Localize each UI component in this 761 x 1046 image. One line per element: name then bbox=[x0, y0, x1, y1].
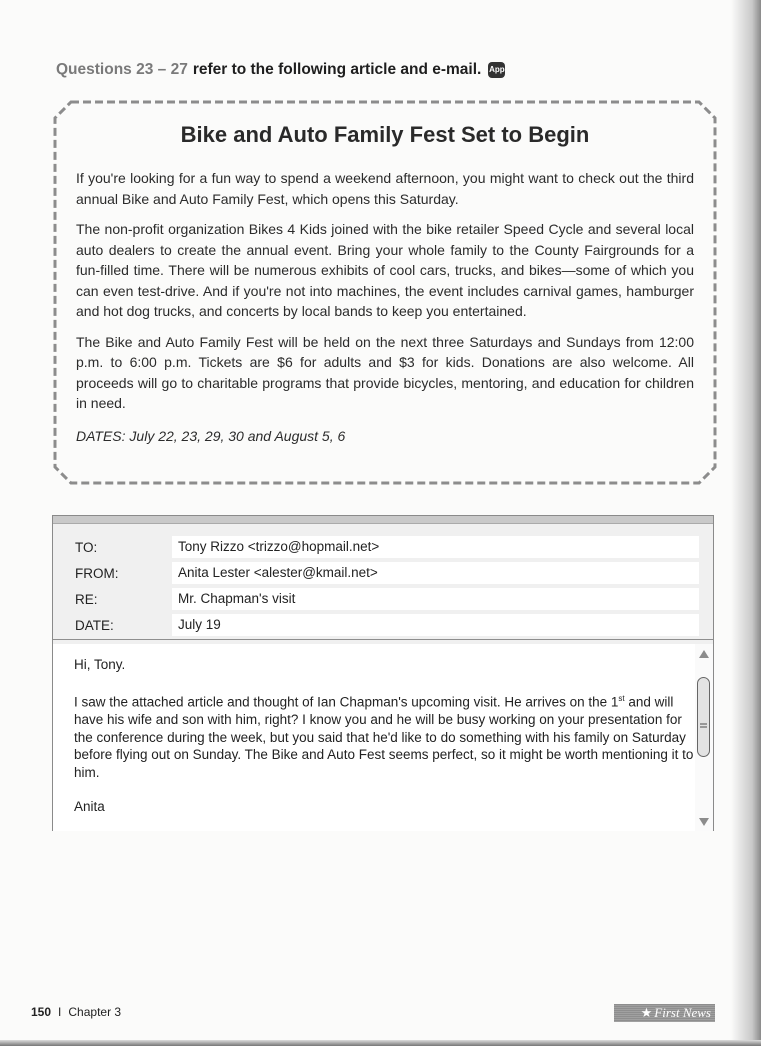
email-greeting: Hi, Tony. bbox=[74, 657, 126, 672]
page-footer bbox=[31, 1005, 121, 1019]
scroll-up-arrow-icon[interactable] bbox=[699, 650, 709, 658]
from-field[interactable]: Anita Lester <alester@kmail.net> bbox=[172, 562, 699, 584]
email-message-part: and will have his wife and son with him, right? I know you and he will be busy working on your presentation for the conference during the week, but you said that he'd like to do something with his family on Saturday before flying out on Sunday. The Bike and Auto Fest seems perfect, so it might be worth mentioning it to him. bbox=[74, 694, 694, 780]
article-body bbox=[76, 168, 694, 456]
email-headers bbox=[53, 524, 713, 640]
subject-field[interactable]: Mr. Chapman's visit bbox=[172, 588, 699, 610]
app-icon: App bbox=[488, 62, 505, 78]
article-paragraph: The non-profit organization Bikes 4 Kids joined with the bike retailer Speed Cycle and several local auto dealers to create the annual event. Bring your whole family to the County Fairgrounds for a fun-filled time. There will be numerous exhibits of cool cars, trucks, and bikes—some of which you can even test-drive. And if you're not into machines, the event includes carnival games, hamburger and hot dog trucks, and concerts by local bands to keep you entertained. bbox=[76, 221, 694, 319]
email-signature: Anita bbox=[74, 798, 105, 814]
email-scrollbar[interactable] bbox=[695, 644, 713, 831]
header-row-date bbox=[53, 613, 713, 638]
re-label: RE: bbox=[75, 591, 98, 607]
ordinal-suffix: st bbox=[618, 694, 625, 704]
date-label: DATE: bbox=[75, 617, 114, 633]
email-body[interactable] bbox=[53, 644, 696, 831]
question-range: Questions 23 – 27 bbox=[56, 61, 188, 78]
article-paragraph: If you're looking for a fun way to spend a weekend afternoon, you might want to check out the third annual Bike and Auto Family Fest, which opens this Saturday. bbox=[76, 170, 694, 207]
to-field[interactable]: Tony Rizzo <trizzo@hopmail.net> bbox=[172, 536, 699, 558]
chapter-label: Chapter 3 bbox=[68, 1005, 122, 1019]
article-title: Bike and Auto Family Fest Set to Begin bbox=[180, 122, 590, 147]
email-window bbox=[52, 515, 714, 831]
from-label: FROM: bbox=[75, 565, 119, 581]
scroll-down-arrow-icon[interactable] bbox=[699, 818, 709, 826]
brand-logo bbox=[614, 1004, 715, 1022]
email-message bbox=[74, 690, 695, 781]
to-label: TO: bbox=[75, 539, 98, 555]
article-paragraph: The Bike and Auto Family Fest will be held on the next three Saturdays and Sundays from 12:00 p.m. to 6:00 p.m. Tickets are $6 for adults and $3 for kids. Donations are also welcome. All proceeds will go to charitable programs that provide bicycles, mentoring, and education for children in need. bbox=[76, 333, 694, 411]
footer-separator: I bbox=[58, 1005, 62, 1019]
header-row-from bbox=[53, 561, 713, 586]
header-row-to bbox=[53, 535, 713, 560]
email-title-bar bbox=[53, 516, 713, 524]
date-field[interactable]: July 19 bbox=[172, 614, 699, 636]
page-number: 150 bbox=[31, 1005, 52, 1019]
grip-icon bbox=[700, 723, 707, 725]
email-message-part: I saw the attached article and thought of Ian Chapman's upcoming visit. He arrives on the 1 bbox=[74, 694, 619, 710]
star-icon: ★ bbox=[640, 1005, 653, 1020]
header-row-re bbox=[53, 587, 713, 612]
article-box bbox=[53, 100, 717, 485]
page-bottom-shadow bbox=[0, 1040, 761, 1046]
brand-name: First News bbox=[654, 1005, 711, 1020]
page-edge-shadow bbox=[731, 0, 761, 1046]
article-dates: DATES: July 22, 23, 29, 30 and August 5, 6 bbox=[76, 427, 346, 444]
questions-header bbox=[56, 61, 505, 79]
scroll-thumb[interactable] bbox=[697, 677, 710, 757]
question-instruction: refer to the following article and e-mail. bbox=[192, 61, 482, 78]
